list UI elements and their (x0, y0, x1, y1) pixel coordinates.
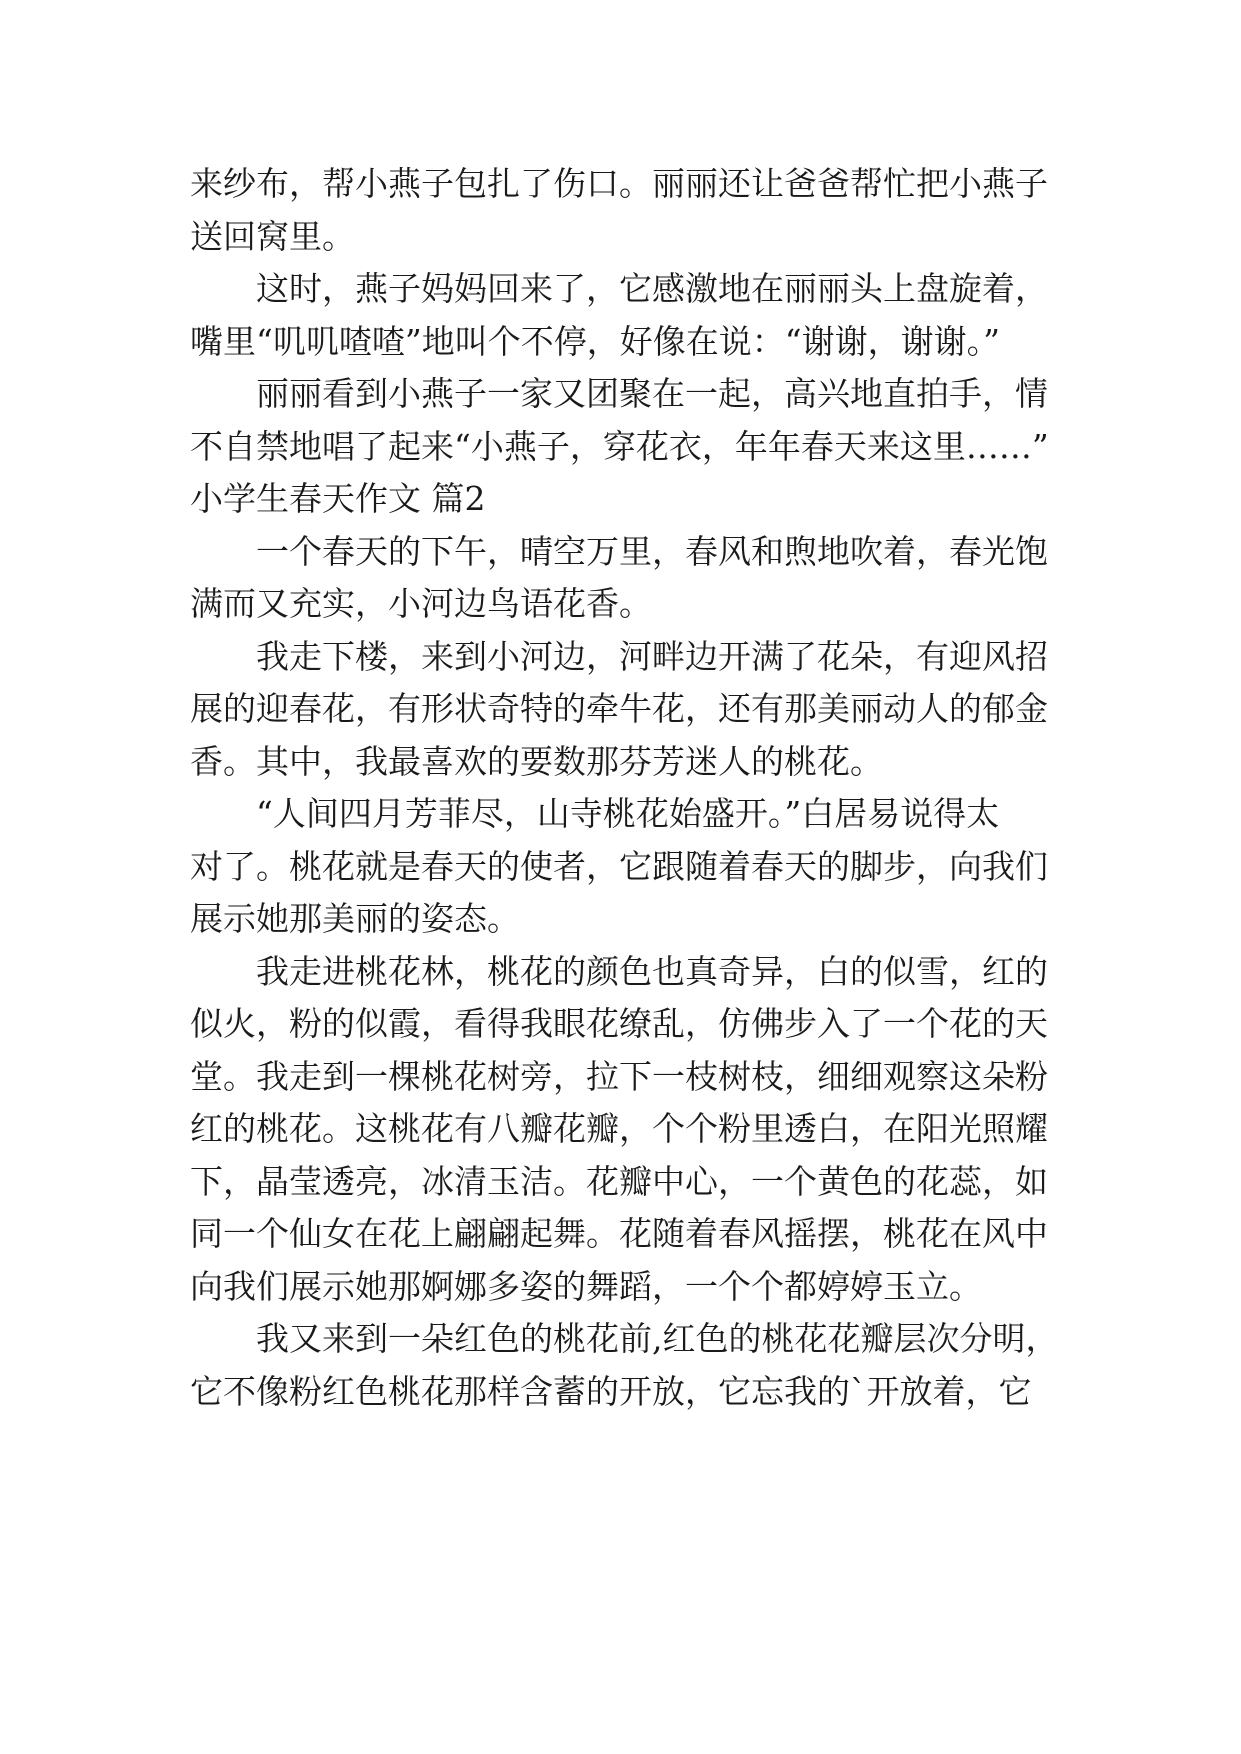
text-line: 我又来到一朵红色的桃花前,红色的桃花花瓣层次分明， (256, 1319, 1059, 1358)
text-line: 似火，粉的似霞，看得我眼花缭乱，仿佛步入了一个花的天 (190, 1004, 1048, 1043)
text-line: “人间四月芳菲尽，山寺桃花始盛开。”白居易说得太 (256, 794, 1000, 833)
text-line: 一个春天的下午，晴空万里，春风和煦地吹着，春光饱 (256, 531, 1048, 571)
text-line: 送回窝里。 (190, 216, 355, 256)
text-line: 我走进桃花林，桃花的颜色也真奇异，白的似雪，红的 (256, 951, 1048, 991)
text-line: 这时，燕子妈妈回来了，它感激地在丽丽头上盘旋着， (256, 269, 1048, 308)
section-heading: 小学生春天作文 篇2 (190, 479, 486, 518)
text-line: 红的桃花。这桃花有八瓣花瓣，个个粉里透白，在阳光照耀 (190, 1109, 1048, 1148)
document-body (190, 158, 1059, 1418)
text-line: 展的迎春花，有形状奇特的牵牛花，还有那美丽动人的郁金 (190, 689, 1048, 728)
text-line: 向我们展示她那婀娜多姿的舞蹈，一个个都婷婷玉立。 (190, 1266, 982, 1306)
text-line: 展示她那美丽的姿态。 (190, 899, 520, 938)
text-line: 同一个仙女在花上翩翩起舞。花随着春风摇摆，桃花在风中 (190, 1214, 1048, 1253)
text-line: 满而又充实，小河边鸟语花香。 (190, 584, 652, 623)
text-line: 香。其中，我最喜欢的要数那芬芳迷人的桃花。 (190, 741, 883, 781)
text-line: 对了。桃花就是春天的使者，它跟随着春天的脚步，向我们 (190, 846, 1048, 886)
text-line: 来纱布，帮小燕子包扎了伤口。丽丽还让爸爸帮忙把小燕子 (190, 164, 1048, 203)
text-line: 下，晶莹透亮，冰清玉洁。花瓣中心，一个黄色的花蕊，如 (190, 1161, 1048, 1201)
text-line: 丽丽看到小燕子一家又团聚在一起，高兴地直拍手，情 (256, 374, 1048, 413)
text-line: 堂。我走到一棵桃花树旁，拉下一枝树枝，细细观察这朵粉 (190, 1056, 1048, 1096)
text-line: 我走下楼，来到小河边，河畔边开满了花朵，有迎风招 (256, 636, 1048, 676)
text-line: 不自禁地唱了起来“小燕子，穿花衣，年年春天来这里……” (190, 426, 1049, 466)
text-line: 嘴里“叽叽喳喳”地叫个不停，好像在说：“谢谢，谢谢。” (190, 321, 1000, 361)
text-line: 它不像粉红色桃花那样含蓄的开放，它忘我的`开放着，它 (190, 1371, 1032, 1411)
